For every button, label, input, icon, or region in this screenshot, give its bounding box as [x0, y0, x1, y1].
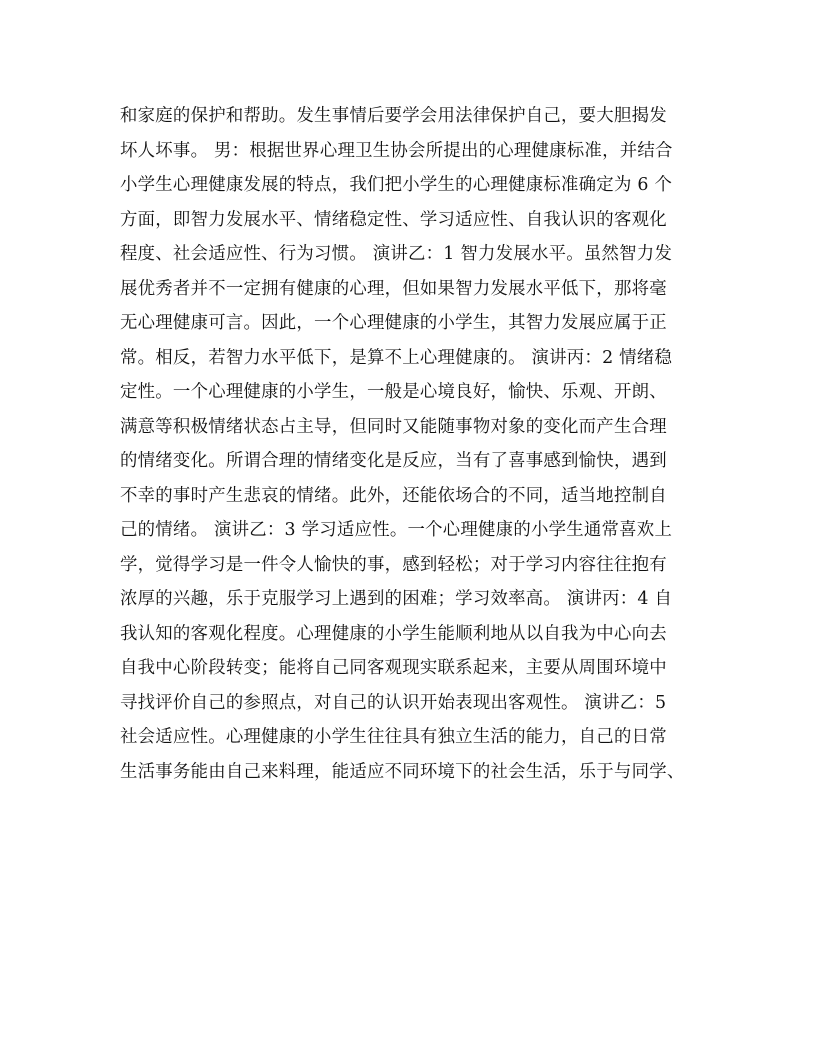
text-line-14: 学，觉得学习是一件令人愉快的事，感到轻松；对于学习内容往往抱有	[120, 554, 667, 575]
text-line-12: 不幸的事时产生悲哀的情绪。此外，还能依场合的不同，适当地控制自	[120, 485, 667, 506]
text-line-16: 我认知的客观化程度。心理健康的小学生能顺利地从以自我为中心向去	[120, 623, 667, 644]
text-line-4: 方面，即智力发展水平、情绪稳定性、学习适应性、自我认识的客观化	[120, 209, 667, 230]
text-line-11: 的情绪变化。所谓合理的情绪变化是反应，当有了喜事感到愉快，遇到	[120, 451, 667, 471]
text-line-17: 自我中心阶段转变；能将自己同客观现实联系起来，主要从周围环境中	[120, 658, 667, 678]
text-line-6: 展优秀者并不一定拥有健康的心理，但如果智力发展水平低下，那将毫	[120, 278, 667, 299]
text-line-19: 社会适应性。心理健康的小学生往往具有独立生活的能力，自己的日常	[120, 727, 667, 747]
body-text	[120, 99, 710, 789]
text-line-2: 坏人坏事。 男：根据世界心理卫生协会所提出的心理健康标准，并结合	[120, 140, 673, 161]
text-line-15: 浓厚的兴趣，乐于克服学习上遇到的困难；学习效率高。 演讲丙：4 自	[120, 589, 673, 609]
text-line-18: 寻找评价自己的参照点，对自己的认识开始表现出客观性。 演讲乙：5	[120, 692, 667, 713]
text-line-1: 和家庭的保护和帮助。发生事情后要学会用法律保护自己，要大胆揭发	[120, 106, 667, 126]
text-line-5: 程度、社会适应性、行为习惯。 演讲乙：1 智力发展水平。虽然智力发	[120, 244, 673, 264]
text-line-9: 定性。一个心理健康的小学生，一般是心境良好，愉快、乐观、开朗、	[120, 382, 667, 402]
text-line-7: 无心理健康可言。因此，一个心理健康的小学生，其智力发展应属于正	[120, 313, 667, 333]
text-line-13: 己的情绪。 演讲乙：3 学习适应性。一个心理健康的小学生通常喜欢上	[120, 520, 673, 540]
text-line-10: 满意等积极情绪状态占主导，但同时又能随事物对象的变化而产生合理	[120, 416, 667, 437]
text-line-8: 常。相反，若智力水平低下，是算不上心理健康的。 演讲丙：2 情绪稳	[120, 347, 673, 368]
text-line-3: 小学生心理健康发展的特点，我们把小学生的心理健康标准确定为 6 个	[120, 175, 673, 195]
text-line-20: 生活事务能由自己来料理，能适应不同环境下的社会生活，乐于与同学、	[120, 761, 685, 782]
